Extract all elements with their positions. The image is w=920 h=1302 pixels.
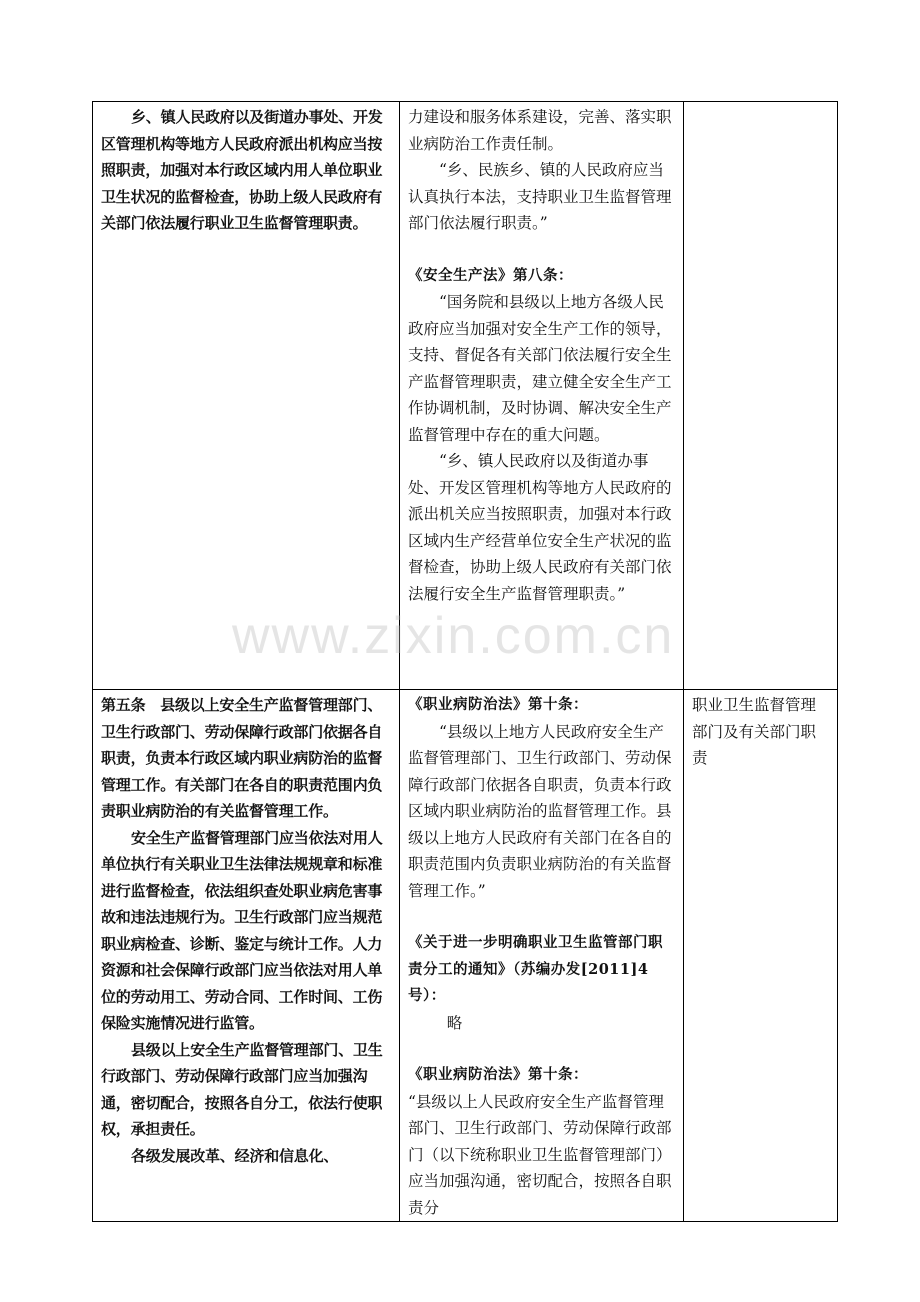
note-cell: 职业卫生监督管理部门及有关部门职责 bbox=[684, 690, 838, 1222]
basis-paragraph: “乡、民族乡、镇的人民政府应当认真执行本法，支持职业卫生监督管理部门依法履行职责。” bbox=[408, 161, 672, 232]
table-row bbox=[93, 102, 838, 690]
note-cell bbox=[684, 102, 838, 690]
article-paragraph: 各级发展改革、经济和信息化、 bbox=[131, 1146, 339, 1165]
article-paragraph: 安全生产监督管理部门应当依法对用人单位执行有关职业卫生法律法规规章和标准进行监督检查，依法组织查处职业病危害事故和违法违规行为。卫生行政部门应当规范职业病检查、诊断、鉴定与统计工作。人力资源和社会保障行政部门应当依法对用人单位的劳动用工、劳动合同、工作时间、工伤保险实施情况进行监管。 bbox=[101, 828, 383, 1032]
article-text-cell bbox=[93, 690, 400, 1222]
article-text-cell bbox=[93, 102, 400, 690]
watermark: www.zixin.com.cn bbox=[232, 607, 675, 665]
legal-basis-cell bbox=[400, 690, 684, 1222]
table-row bbox=[93, 690, 838, 1222]
basis-paragraph: 力建设和服务体系建设，完善、落实职业病防治工作责任制。 bbox=[408, 108, 672, 153]
law-reference: 《职业病防治法》第十条： bbox=[408, 1066, 588, 1083]
basis-paragraph: “县级以上人民政府安全生产监督管理部门、卫生行政部门、劳动保障行政部门（以下统称职业卫生监督管理部门）应当加强沟通，密切配合，按照各自职责分 bbox=[408, 1092, 672, 1217]
law-reference: 《安全生产法》第八条： bbox=[408, 266, 573, 284]
article-paragraph: 县级以上安全生产监督管理部门、卫生行政部门、劳动保障行政部门应当加强沟通，密切配合，按照各自分工，依法行使职权，承担责任。 bbox=[101, 1040, 383, 1138]
article-paragraph: 乡、镇人民政府以及街道办事处、开发区管理机构等地方人民政府派出机构应当按照职责，加强对本行政区域内用人单位职业卫生状况的监督检查，协助上级人民政府有关部门依法履行职业卫生监督管理职责。 bbox=[101, 108, 383, 232]
basis-paragraph: “乡、镇人民政府以及街道办事处、开发区管理机构等地方人民政府的派出机关应当按照职责，加强对本行政区域内生产经营单位安全生产状况的监督检查，协助上级人民政府有关部门依法履行安全生产监督管理职责。” bbox=[408, 452, 672, 603]
law-reference: 《职业病防治法》第十条： bbox=[408, 696, 588, 713]
article-paragraph: 第五条 县级以上安全生产监督管理部门、卫生行政部门、劳动保障行政部门依据各自职责，负责本行政区域内职业病防治的监督管理工作。有关部门在各自的职责范围内负责职业病防治的有关监督管理工作。 bbox=[101, 696, 383, 820]
basis-paragraph: “国务院和县级以上地方各级人民政府应当加强对安全生产工作的领导，支持、督促各有关部门依法履行安全生产监督管理职责，建立健全安全生产工作协调机制，及时协调、解决安全生产监督管理中存在的重大问题。 bbox=[408, 293, 672, 444]
regulation-table bbox=[92, 101, 838, 1222]
legal-basis-cell bbox=[400, 102, 684, 690]
basis-paragraph: “县级以上地方人民政府安全生产监督管理部门、卫生行政部门、劳动保障行政部门依据各自职责，负责本行政区域内职业病防治的监督管理工作。县级以上地方人民政府有关部门在各自的职责范围内负责职业病防治的有关监督管理工作。” bbox=[408, 722, 672, 900]
law-reference: 《关于进一步明确职业卫生监管部门职责分工的通知》（苏编办发[2011]4号）： bbox=[408, 934, 663, 1004]
basis-paragraph: 略 bbox=[446, 1013, 463, 1032]
